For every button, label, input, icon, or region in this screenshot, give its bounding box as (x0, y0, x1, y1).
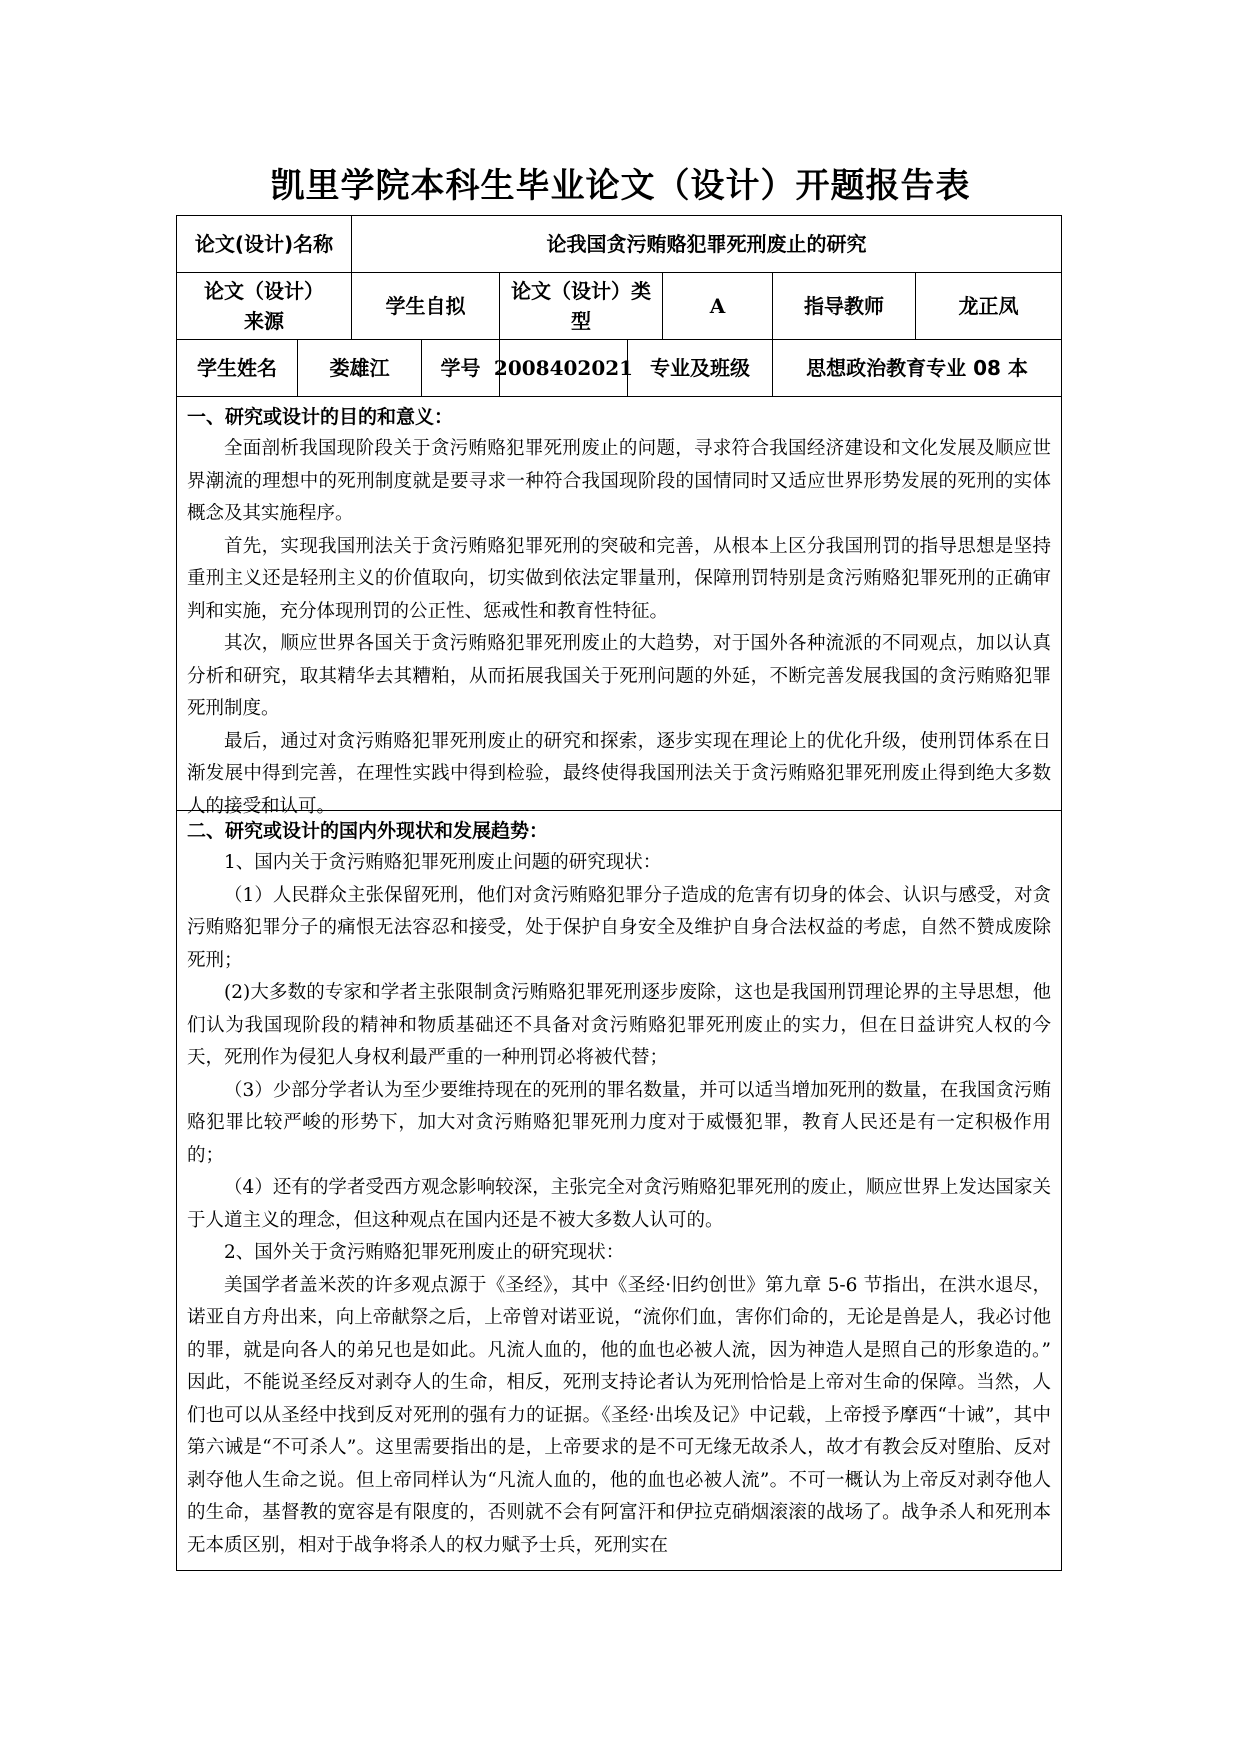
thesis-type-label (500, 273, 663, 339)
thesis-type-label-text: 论文（设计）类型 (511, 279, 651, 333)
purpose-paragraph: 最后，通过对贪污贿赂犯罪死刑废止的研究和探索，逐步实现在理论上的优化升级，使刑罚体系在日渐发展中得到完善，在理性实践中得到检验，最终使得我国刑法关于贪污贿赂犯罪死刑废止得到绝大多数人的接受和认可。 (187, 730, 1051, 817)
thesis-source-row (177, 273, 1061, 340)
status-paragraph: 美国学者盖米茨的许多观点源于《圣经》，其中《圣经·旧约创世》第九章 5-6 节指出，在洪水退尽，诺亚自方舟出来，向上帝献祭之后，上帝曾对诺亚说，“流你们血，害你们命的，无论是兽是人，我必讨他的罪，就是向各人的弟兄也是如此。凡流人血的，他的血也必被人流，因为神造人是照自己的形象造的。” 因此，不能说圣经反对剥夺人的生命，相反，死刑支持论者认为死刑恰恰是上帝对生命的保障。当然，人们也可以从圣经中找到反对死刑的强有力的证据。《圣经·出埃及记》中记载，上帝授予摩西“十诫”，其中第六诫是“不可杀人”。这里需要指出的是，上帝要求的是不可无缘无故杀人，故才有教会反对堕胎、反对剥夺他人生命之说。但上帝同样认为“凡流人血的，他的血也必被人流”。不可一概认为上帝反对剥夺他人的生命，基督教的宽容是有限度的，否则就不会有阿富汗和伊拉克硝烟滚滚的战场了。战争杀人和死刑本无本质区别，相对于战争将杀人的权力赋予士兵，死刑实在 (187, 1274, 1051, 1556)
thesis-source-label (177, 273, 352, 339)
thesis-source-value: 学生自拟 (352, 273, 500, 339)
advisor-value: 龙正凤 (958, 294, 1019, 318)
major-class-label: 专业及班级 (628, 340, 773, 396)
purpose-paragraph: 首先，实现我国刑法关于贪污贿赂犯罪死刑的突破和完善，从根本上区分我国刑罚的指导思想是坚持重刑主义还是轻刑主义的价值取向，切实做到依法定罪量刑，保障刑罚特别是贪污贿赂犯罪死刑的正确审判和实施，充分体现刑罚的公正性、惩戒性和教育性特征。 (187, 535, 1051, 622)
student-info-row (177, 340, 1061, 397)
student-name-label: 学生姓名 (177, 340, 298, 396)
status-section (177, 811, 1061, 1571)
status-paragraph: 1、国内关于贪污贿赂犯罪死刑废止问题的研究现状： (224, 852, 662, 873)
purpose-paragraph: 全面剖析我国现阶段关于贪污贿赂犯罪死刑废止的问题，寻求符合我国经济建设和文化发展及顺应世界潮流的理想中的死刑制度就是要寻求一种符合我国现阶段的国情同时又适应世界形势发展的死刑的实体概念及其实施程序。 (187, 438, 1051, 524)
purpose-paragraph: 其次，顺应世界各国关于贪污贿赂犯罪死刑废止的大趋势，对于国外各种流派的不同观点，加以认真分析和研究，取其精华去其糟粕，从而拓展我国关于死刑问题的外延，不断完善发展我国的贪污贿赂犯罪死刑制度。 (187, 633, 1051, 719)
report-form-table (176, 215, 1062, 1571)
thesis-source-label-text: 论文（设计）来源 (204, 279, 324, 333)
page-title: 凯里学院本科生毕业论文（设计）开题报告表 (270, 166, 971, 206)
thesis-type-value: A (663, 273, 773, 339)
major-class-value: 思想政治教育专业 08 本 (806, 356, 1028, 380)
thesis-name-label: 论文(设计)名称 (177, 216, 352, 272)
status-paragraph: （1）人民群众主张保留死刑，他们对贪污贿赂犯罪分子造成的危害有切身的体会、认识与感受，对贪污贿赂犯罪分子的痛恨无法容忍和接受，处于保护自身安全及维护自身合法权益的考虑，自然不赞成废除死刑； (187, 884, 1051, 971)
advisor-label: 指导教师 (773, 273, 916, 339)
purpose-heading: 一、研究或设计的目的和意义： (187, 406, 454, 428)
student-name-value: 娄雄江 (298, 340, 422, 396)
status-paragraph: 2、国外关于贪污贿赂犯罪死刑废止的研究现状： (224, 1242, 625, 1263)
status-paragraph: （4）还有的学者受西方观念影响较深，主张完全对贪污贿赂犯罪死刑的废止，顺应世界上发达国家关于人道主义的理念，但这种观点在国内还是不被大多数人认可的。 (187, 1177, 1051, 1231)
student-id-value: 2008402021 (500, 340, 628, 396)
thesis-name-value: 论我国贪污贿赂犯罪死刑废止的研究 (546, 232, 867, 256)
thesis-name-row (177, 216, 1061, 273)
status-paragraph: (2)大多数的专家和学者主张限制贪污贿赂犯罪死刑逐步废除，这也是我国刑罚理论界的主导思想，他们认为我国现阶段的精神和物质基础还不具备对贪污贿赂犯罪死刑废止的实力，但在日益讲究人权的今天，死刑作为侵犯人身权利最严重的一种刑罚必将被代替； (187, 982, 1051, 1068)
status-paragraph: （3）少部分学者认为至少要维持现在的死刑的罪名数量，并可以适当增加死刑的数量，在我国贪污贿赂犯罪比较严峻的形势下，加大对贪污贿赂犯罪死刑力度对于威慑犯罪，教育人民还是有一定积极作用的； (187, 1079, 1051, 1166)
purpose-section (177, 397, 1061, 817)
student-id-label: 学号 (422, 340, 500, 396)
status-heading: 二、研究或设计的国内外现状和发展趋势： (187, 820, 549, 842)
